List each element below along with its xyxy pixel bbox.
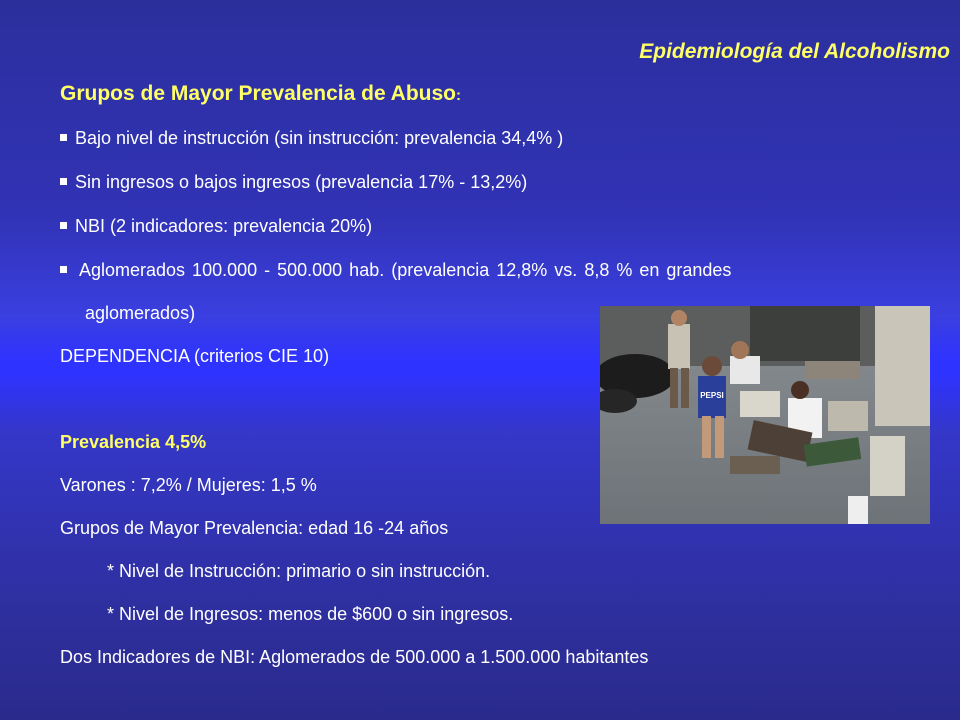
- child-leg: [702, 416, 711, 458]
- section-heading-text: Grupos de Mayor Prevalencia de Abuso: [60, 82, 457, 105]
- person-head: [671, 310, 687, 326]
- street-recycling-photo: [600, 306, 930, 524]
- sex-prevalence-line: Varones : 7,2% / Mujeres: 1,5 %: [60, 475, 317, 495]
- child-head: [702, 356, 722, 376]
- sub-item: * Nivel de Ingresos: menos de $600 o sin ingresos.: [107, 604, 514, 624]
- photo-illustration: [600, 306, 930, 524]
- computer-case: [870, 436, 905, 496]
- bullet-text: NBI (2 indicadores: prevalencia 20%): [75, 216, 373, 236]
- age-groups-line: Grupos de Mayor Prevalencia: edad 16 -24 años: [60, 518, 449, 538]
- section-heading-colon: :: [456, 87, 462, 104]
- doorway: [750, 306, 860, 361]
- bottle: [848, 496, 868, 524]
- square-bullet-icon: [60, 222, 67, 229]
- child-leg: [715, 416, 724, 458]
- sub-item: * Nivel de Instrucción: primario o sin instrucción.: [107, 561, 491, 581]
- bullet-item: [60, 260, 731, 281]
- bullet-item: [60, 128, 563, 149]
- square-bullet-icon: [60, 178, 67, 185]
- person-leg: [681, 368, 689, 408]
- slide-title: Epidemiología del Alcoholismo: [639, 40, 950, 63]
- person-head: [731, 341, 749, 359]
- bullet-text: Aglomerados 100.000 - 500.000 hab. (prevalencia 12,8% vs. 8,8 % en grandes: [79, 260, 732, 280]
- bullet-text: Sin ingresos o bajos ingresos (prevalencia 17% - 13,2%): [75, 172, 528, 192]
- square-bullet-icon: [60, 134, 67, 141]
- shirt-logo: PEPSI: [700, 391, 724, 400]
- section-heading: [60, 82, 461, 106]
- pillar: [875, 306, 930, 426]
- debris: [730, 456, 780, 474]
- prevalencia-line: Prevalencia 4,5%: [60, 432, 207, 452]
- bullet-item: [60, 172, 527, 193]
- square-bullet-icon: [60, 266, 67, 273]
- person-leg: [670, 368, 678, 408]
- old-monitor: [828, 401, 868, 431]
- bullet-text: Bajo nivel de instrucción (sin instrucción: prevalencia 34,4% ): [75, 128, 564, 148]
- dependencia-heading: DEPENDENCIA (criterios CIE 10): [60, 346, 330, 366]
- old-computer: [740, 391, 780, 417]
- bullet-continuation: aglomerados): [85, 303, 196, 323]
- bullet-item: [60, 216, 372, 237]
- person-crouching: [730, 356, 760, 384]
- electronics-box: [805, 361, 860, 379]
- nbi-line: Dos Indicadores de NBI: Aglomerados de 500.000 a 1.500.000 habitantes: [60, 647, 649, 667]
- person-adult: [668, 324, 690, 369]
- person-head: [791, 381, 809, 399]
